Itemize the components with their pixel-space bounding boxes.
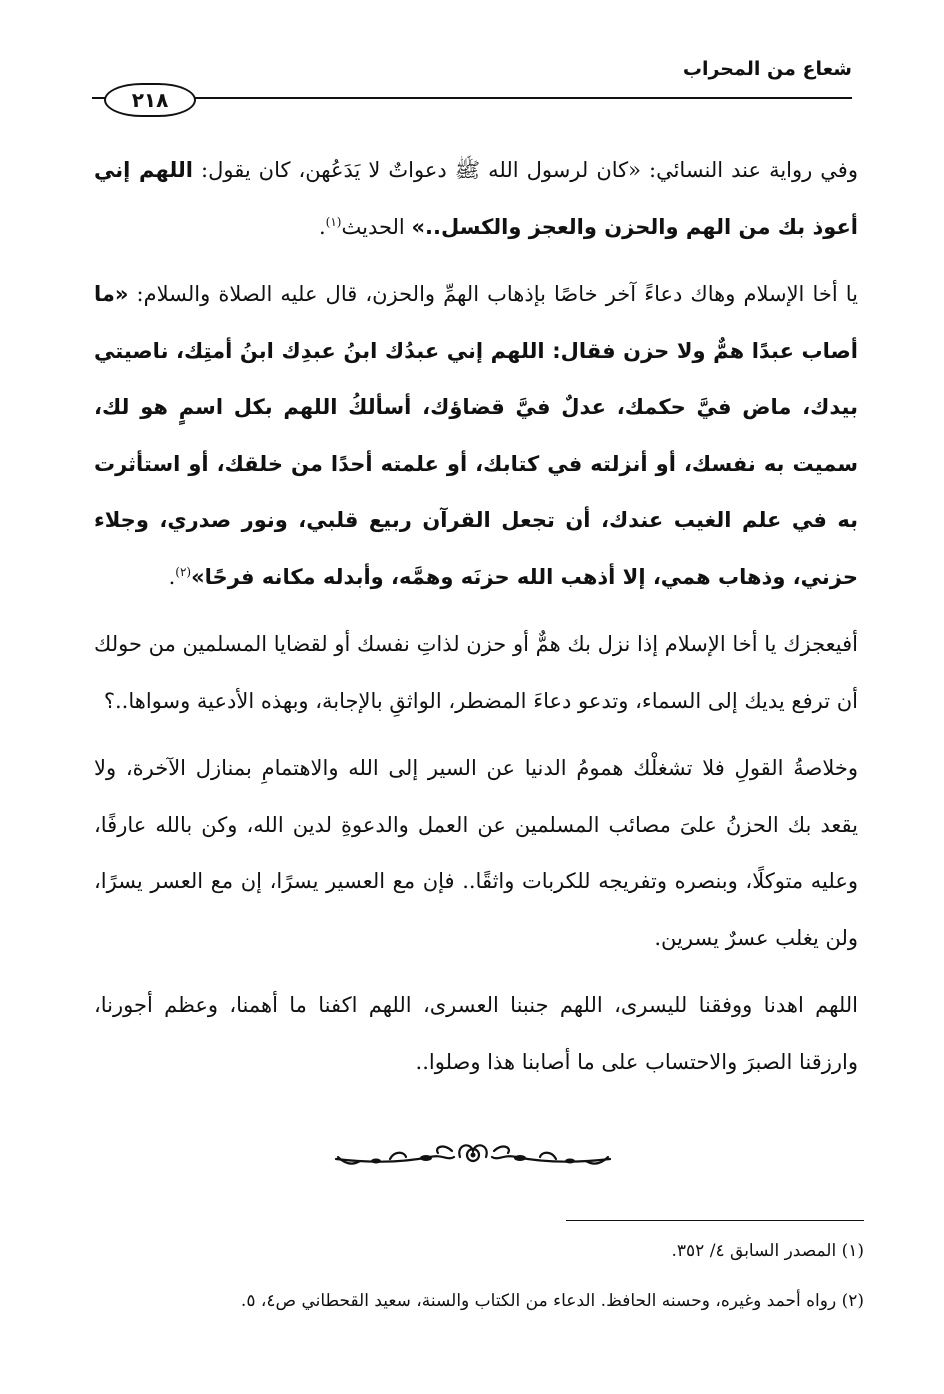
page-number: ٢١٨ [104, 83, 196, 117]
footnote-2: (٢) رواه أحمد وغيره، وحسنه الحافظ. الدعاء من الكتاب والسنة، سعيد القحطاني ص٤، ٥. [240, 1291, 864, 1311]
body-text [94, 142, 858, 1090]
paragraph-2 [94, 266, 858, 605]
decorative-divider-icon [330, 1133, 616, 1175]
bold-hadith-text: «ما أصاب عبدًا همٌّ ولا حزن فقال: اللهم إني عبدُك ابنُ عبدِك ابنُ أمتِك، ناصيتي بيدك، ماض فيَّ حكمك، عدلٌ فيَّ قضاؤك، أسألكُ اللهم بكل اسمٍ هو لك، سميت به نفسك، أو أنزلته في كتابك، أو علمته أحدًا من خلقك، أو استأثرت به في علم الغيب عندك، أن تجعل القرآن ربيع قلبي، ونور صدري، وجلاء حزني، وذهاب همي، إلا أذهب الله حزنَه وهمَّه، وأبدله مكانه فرحًا» [94, 282, 858, 589]
paragraph-end: . [168, 564, 176, 589]
footnote-marker: (٢) [175, 564, 192, 579]
footnote-marker: (١) [325, 214, 342, 229]
header-rule [92, 97, 852, 99]
paragraph-3: أفيعجزك يا أخا الإسلام إذا نزل بك همٌّ أو حزن لذاتِ نفسك أو لقضايا المسلمين من حولك أن ترفع يديك إلى السماء، وتدعو دعاءَ المضطر، الواثقِ بالإجابة، وبهذه الأدعية وسواها..؟ [94, 632, 858, 713]
paragraph-end: . [318, 214, 326, 239]
paragraph-text: الحديث [341, 214, 405, 239]
paragraph-text: وفي رواية عند النسائي: «كان لرسول الله ﷺ دعواتٌ لا يَدَعُهن، كان يقول: [201, 158, 858, 182]
paragraph-5: اللهم اهدنا ووفقنا لليسرى، اللهم جنبنا العسرى، اللهم اكفنا ما أهمنا، وعظم أجورنا، وارزقنا الصبرَ والاحتساب على ما أصابنا هذا وصلوا.. [94, 993, 858, 1074]
footnote-separator [566, 1220, 864, 1221]
footnote-1: (١) المصدر السابق ٤/ ٣٥٢. [671, 1241, 864, 1261]
running-header-title: شعاع من المحراب [682, 58, 852, 80]
footnotes [80, 1238, 864, 1338]
paragraph-1 [94, 142, 858, 255]
paragraph-4: وخلاصةُ القولِ فلا تشغلْك همومُ الدنيا عن السير إلى الله والاهتمامِ بمنازل الآخرة، ولا يقعد بك الحزنُ علىَ مصائب المسلمين عن العمل والدعوةِ لدين الله، وكن بالله عارفًا، وعليه متوكلًا، وبنصره وتفريجه للكربات واثقًا.. فإن مع العسير يسرًا، إن مع العسر يسرًا، ولن يغلب عسرٌ يسرين. [94, 756, 858, 950]
bold-hadith-text: اللهم إني أعوذ بك من الهم والحزن والعجز والكسل..» [94, 158, 858, 239]
paragraph-text: يا أخا الإسلام وهاك دعاءً آخر خاصًا بإذهاب الهمِّ والحزن، قال عليه الصلاة والسلام: [136, 282, 858, 306]
